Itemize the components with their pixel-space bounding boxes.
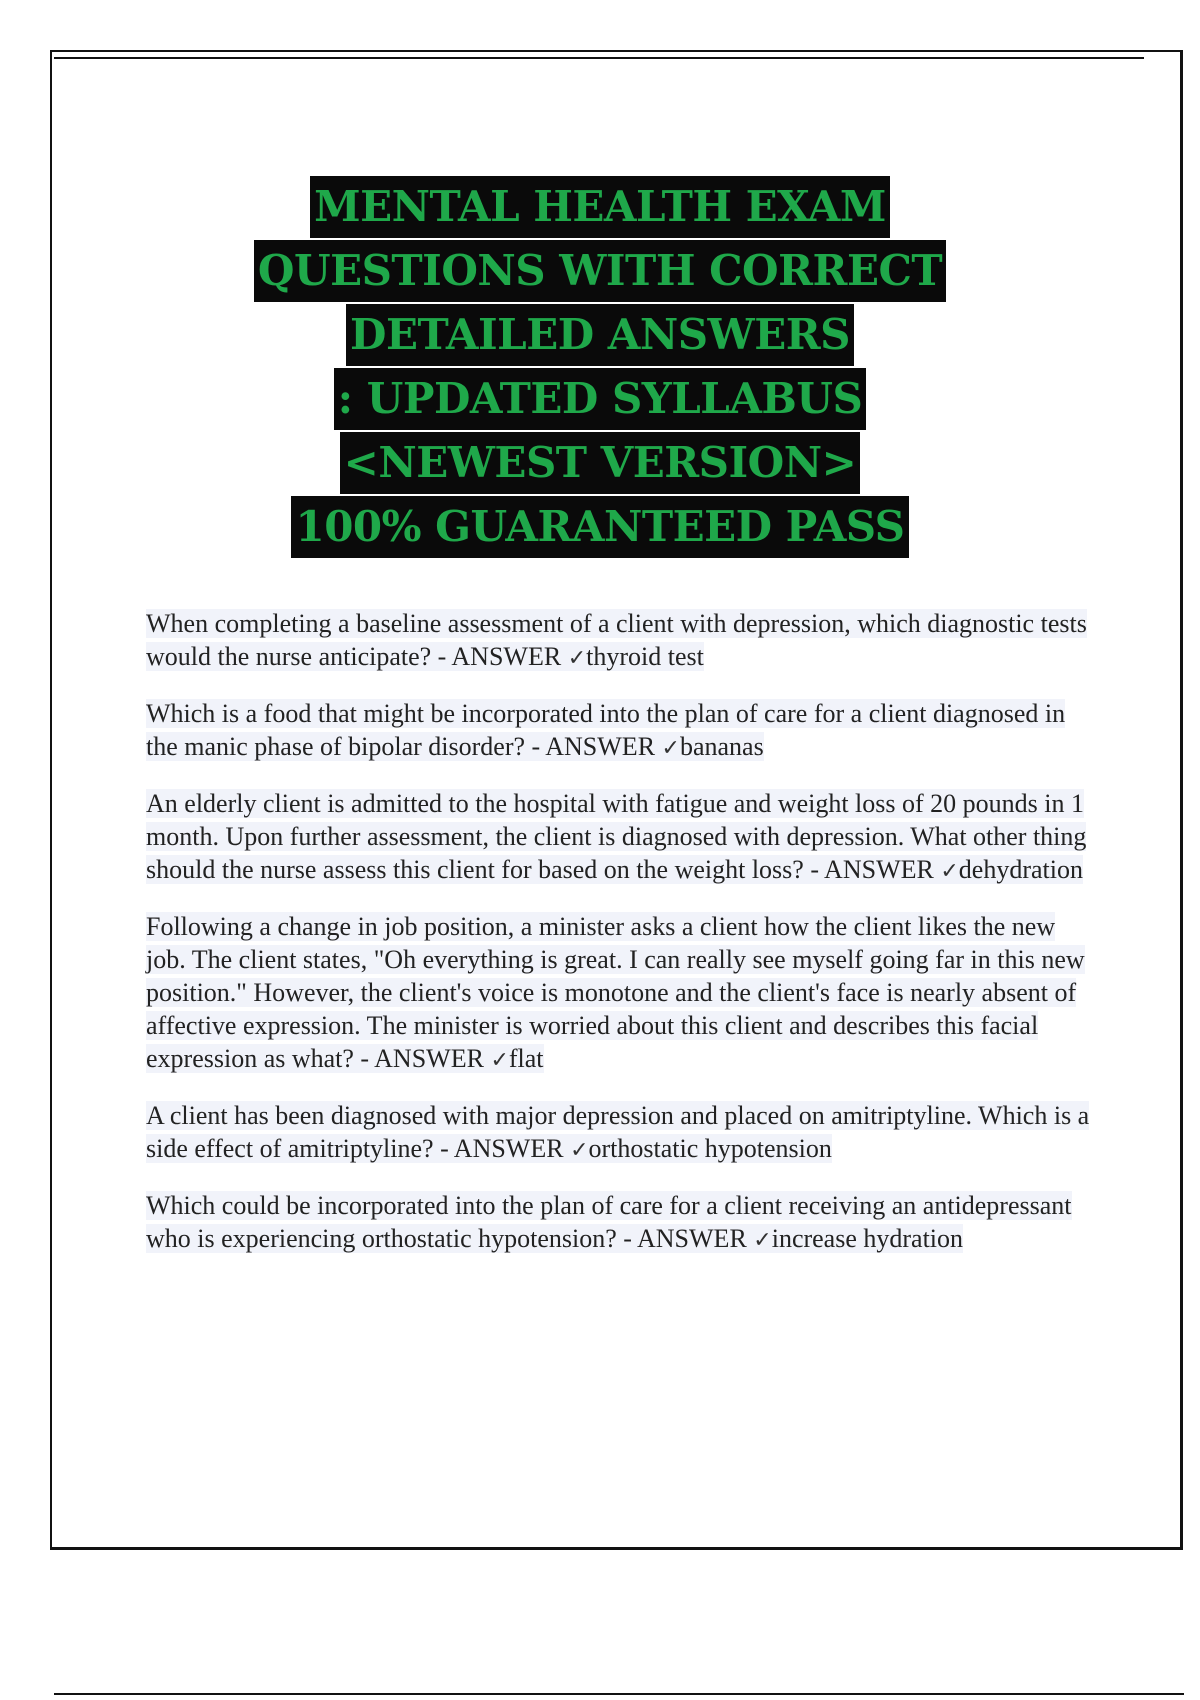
qa-text: [146, 1101, 1089, 1163]
answer-text: orthostatic hypotension: [588, 1134, 832, 1163]
qa-text: [146, 699, 1065, 761]
qa-item: [146, 697, 1096, 765]
title-line: [0, 240, 1200, 304]
qa-text: [146, 609, 1087, 671]
title-line-text: MENTAL HEALTH EXAM: [310, 176, 890, 238]
question-text: Which is a food that might be incorporated into the plan of care for a client diagnosed in the manic phase of bipolar disorder? - ANSWER: [146, 699, 1066, 761]
question-text: Following a change in job position, a minister asks a client how the client likes the new job. The client states, "Oh everything is great. I can really see myself going far in this new position." However, the client's voice is monotone and the client's face is nearly absent of affective expression. The minister is worried about this client and describes this facial expression as what? - ANSWER: [146, 912, 1085, 1073]
check-icon: ✓: [661, 736, 680, 761]
title-line: [0, 304, 1200, 368]
check-icon: ✓: [753, 1228, 772, 1253]
title-line-text: <NEWEST VERSION>: [340, 432, 861, 494]
title-line-text: : UPDATED SYLLABUS: [334, 368, 867, 430]
check-icon: ✓: [490, 1048, 509, 1073]
answer-text: bananas: [679, 732, 764, 761]
question-text: Which could be incorporated into the plan of care for a client receiving an antidepressant who is experiencing orthostatic hypotension? - ANSWER: [146, 1191, 1072, 1253]
check-icon: ✓: [567, 646, 587, 671]
title-line-text: DETAILED ANSWERS: [346, 304, 854, 366]
document-title: [0, 176, 1200, 560]
qa-text: [146, 789, 1086, 884]
qa-item: [146, 910, 1096, 1077]
answer-text: increase hydration: [771, 1224, 964, 1253]
answer-text: flat: [508, 1044, 544, 1073]
top-rule: [54, 57, 1144, 59]
check-icon: ✓: [940, 859, 959, 884]
title-line-text: 100% GUARANTEED PASS: [291, 496, 908, 558]
qa-item: [146, 1099, 1096, 1167]
question-text: When completing a baseline assessment of a client with depression, which diagnostic tests would the nurse anticipate? - ANSWER: [146, 609, 1087, 671]
qa-list: [146, 607, 1096, 1279]
answer-text: thyroid test: [586, 642, 704, 671]
title-line: [0, 432, 1200, 496]
title-line: [0, 176, 1200, 240]
question-text: A client has been diagnosed with major depression and placed on amitriptyline. Which is a side effect of amitriptyline? - ANSWER: [146, 1101, 1090, 1163]
answer-text: dehydration: [958, 855, 1083, 884]
title-line: [0, 496, 1200, 560]
qa-item: [146, 1189, 1096, 1257]
bottom-rule: [54, 1693, 1184, 1695]
qa-text: [146, 912, 1085, 1073]
title-line: [0, 368, 1200, 432]
qa-item: [146, 607, 1096, 675]
qa-item: [146, 787, 1096, 888]
title-line-text: QUESTIONS WITH CORRECT: [254, 240, 946, 302]
qa-text: [146, 1191, 1072, 1253]
check-icon: ✓: [570, 1138, 589, 1163]
question-text: An elderly client is admitted to the hospital with fatigue and weight loss of 20 pounds in 1 month. Upon further assessment, the client is diagnosed with depression. What other thing should the nurse assess this client for based on the weight loss? - ANSWER: [146, 789, 1087, 884]
